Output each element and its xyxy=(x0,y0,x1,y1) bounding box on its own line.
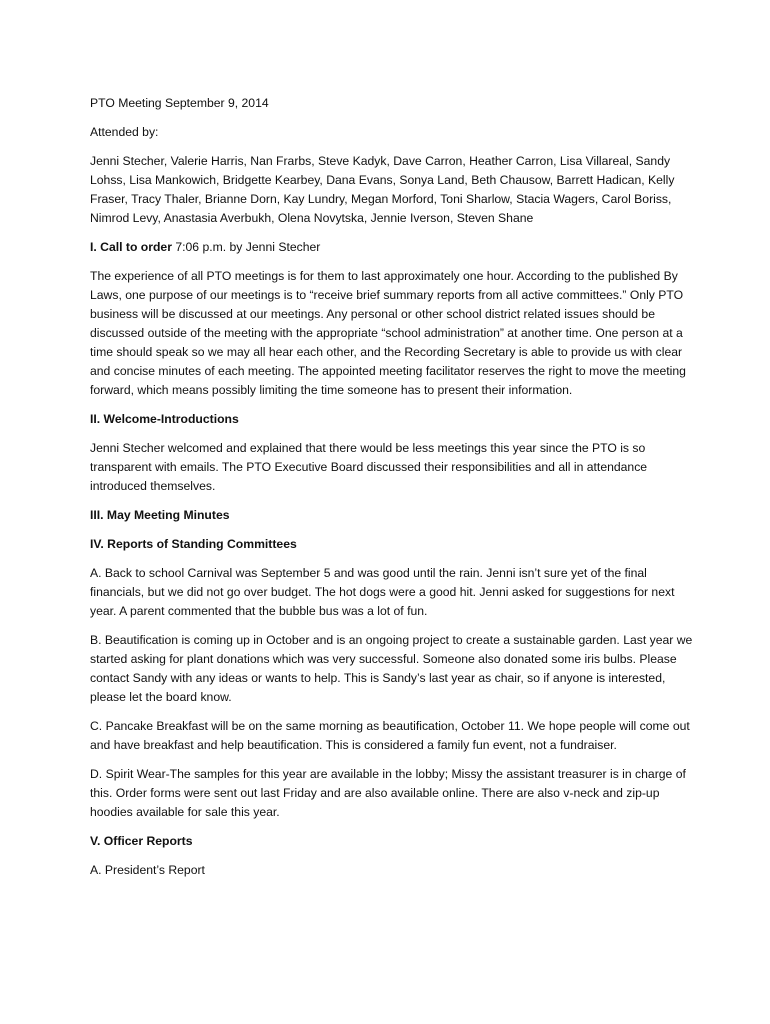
call-to-order-heading: I. Call to order xyxy=(90,240,172,254)
attendee-list: Jenni Stecher, Valerie Harris, Nan Frarbs, Steve Kadyk, Dave Carron, Heather Carron, Lisa Villareal, Sandy Lohss, Lisa Mankowich, Bridgette Kearbey, Dana Evans, Sonya Land, Beth Chausow, Barrett Hadican, Kelly Fraser, Tracy Thaler, Brianne Dorn, Kay Lundry, Megan Morford, Toni Sharlow, Stacia Wagers, Carol Boriss, Nimrod Levy, Anastasia Averbukh, Olena Novytska, Jennie Iverson, Steven Shane xyxy=(90,154,675,225)
call-to-order-line xyxy=(90,238,700,257)
document-title: PTO Meeting September 9, 2014 xyxy=(90,96,269,110)
committee-item-carnival: A. Back to school Carnival was September 5 and was good until the rain. Jenni isn’t sure yet of the final financials, but we did not go over budget. The hot dogs were a good hit. Jenni asked for suggestions for next year. A parent commented that the bubble bus was a lot of fun. xyxy=(90,566,675,618)
standing-committees-heading: IV. Reports of Standing Committees xyxy=(90,537,297,551)
committee-item-beautification: B. Beautification is coming up in October and is an ongoing project to create a sustainable garden. Last year we started asking for plant donations which was very successful. Someone also donated some iris bulbs. Please contact Sandy with any ideas or wants to help. This is Sandy’s last year as chair, so if anyone is interested, please let the board know. xyxy=(90,633,693,704)
may-minutes-heading: III. May Meeting Minutes xyxy=(90,508,230,522)
welcome-heading: II. Welcome-Introductions xyxy=(90,412,239,426)
call-to-order-detail: 7:06 p.m. by Jenni Stecher xyxy=(171,240,321,254)
attended-label: Attended by: xyxy=(90,125,159,139)
call-to-order-body: The experience of all PTO meetings is for them to last approximately one hour. According to the published By Laws, one purpose of our meetings is to “receive brief summary reports from all active committees.” Only PTO business will be discussed at our meetings. Any personal or other school district related issues should be discussed outside of the meeting with the appropriate “school administration” at another time. One person at a time should speak so we may all hear each other, and the Recording Secretary is able to provide us with clear and concise minutes of each meeting. The appointed meeting facilitator reserves the right to move the meeting forward, which means possibly limiting the time someone has to present their information. xyxy=(90,269,686,397)
committee-item-spirit-wear: D. Spirit Wear-The samples for this year are available in the lobby; Missy the assistant treasurer is in charge of this. Order forms were sent out last Friday and are also available online. There are also v-neck and zip-up hoodies available for sale this year. xyxy=(90,767,686,819)
welcome-body: Jenni Stecher welcomed and explained that there would be less meetings this year since the PTO is so transparent with emails. The PTO Executive Board discussed their responsibilities and all in attendance introduced themselves. xyxy=(90,441,648,493)
officer-item-presidents-report: A. President’s Report xyxy=(90,863,205,877)
officer-reports-heading: V. Officer Reports xyxy=(90,834,193,848)
committee-item-pancake-breakfast: C. Pancake Breakfast will be on the same morning as beautification, October 11. We hope people will come out and have breakfast and help beautification. This is considered a family fun event, not a fundraiser. xyxy=(90,719,690,752)
